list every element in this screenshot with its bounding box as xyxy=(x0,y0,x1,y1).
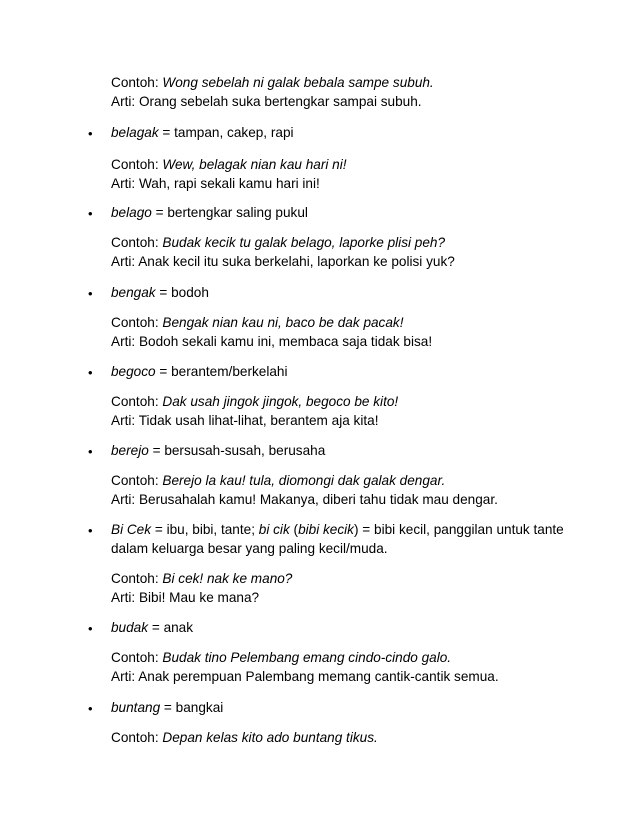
example-block xyxy=(111,155,591,193)
term-alt: bi cik xyxy=(258,522,290,537)
example-block xyxy=(111,392,591,430)
meaning-line xyxy=(111,490,591,509)
example-line xyxy=(111,648,591,667)
meaning-line xyxy=(111,411,591,430)
definition-line xyxy=(111,123,591,142)
term: belagak xyxy=(111,125,159,140)
example-block xyxy=(111,728,591,747)
meaning-text: Tidak usah lihat-lihat, berantem aja kita! xyxy=(138,413,379,428)
definition-line xyxy=(111,698,591,717)
term: budak xyxy=(111,620,149,635)
example-text: Bi cek! nak ke mano? xyxy=(162,571,293,586)
bullet: • xyxy=(88,365,93,380)
example-block xyxy=(111,569,591,607)
example-block xyxy=(111,471,591,509)
entry-belago xyxy=(111,203,591,222)
contoh-label: Contoh: xyxy=(111,394,159,409)
contoh-label: Contoh: xyxy=(111,315,159,330)
arti-label: Arti: xyxy=(111,94,136,109)
bullet: • xyxy=(88,701,93,716)
definition: bangkai xyxy=(175,700,224,715)
example-line xyxy=(111,728,591,747)
term: belago xyxy=(111,205,152,220)
arti-label: Arti: xyxy=(111,492,136,507)
example-text: Budak tino Pelembang emang cindo-cindo galo. xyxy=(162,650,452,665)
arti-label: Arti: xyxy=(111,669,136,684)
definition: tampan, cakep, rapi xyxy=(174,125,294,140)
meaning-line xyxy=(111,667,591,686)
equals-sign: = xyxy=(151,620,160,635)
definition: anak xyxy=(163,620,194,635)
meaning-text: Bodoh sekali kamu ini, membaca saja tidak bisa! xyxy=(138,334,433,349)
bullet: • xyxy=(88,444,93,459)
entry-bengak xyxy=(111,283,591,302)
definition-line xyxy=(111,283,591,302)
bullet: • xyxy=(88,206,93,221)
arti-label: Arti: xyxy=(111,334,136,349)
term: begoco xyxy=(111,364,156,379)
arti-label: Arti: xyxy=(111,176,136,191)
term: buntang xyxy=(111,700,161,715)
definition-line xyxy=(111,618,591,637)
entry-berejo xyxy=(111,441,591,460)
equals-sign: = xyxy=(362,522,371,537)
example-text: Bengak nian kau ni, baco be dak pacak! xyxy=(162,315,404,330)
entry-begoco xyxy=(111,362,591,381)
equals-sign: = xyxy=(162,125,171,140)
arti-label: Arti: xyxy=(111,590,136,605)
equals-sign: = xyxy=(159,285,168,300)
definition: bersusah-susah, berusaha xyxy=(164,443,326,458)
equals-sign: = xyxy=(163,700,172,715)
meaning-text: Bibi! Mau ke mana? xyxy=(138,590,260,605)
example-line xyxy=(111,471,591,490)
equals-sign: = xyxy=(152,443,161,458)
intro-example-block xyxy=(111,73,591,111)
arti-label: Arti: xyxy=(111,254,136,269)
meaning-text: Berusahalah kamu! Makanya, diberi tahu tidak mau dengar. xyxy=(138,492,498,507)
example-text: Budak kecik tu galak belago, laporke plisi peh? xyxy=(162,235,446,250)
meaning-line xyxy=(111,174,591,193)
example-block xyxy=(111,313,591,351)
bullet: • xyxy=(88,286,93,301)
example-block xyxy=(111,648,591,686)
example-line xyxy=(111,313,591,332)
example-block xyxy=(111,233,591,271)
example-line xyxy=(111,155,591,174)
term: berejo xyxy=(111,443,149,458)
example-line xyxy=(111,392,591,411)
meaning-text: Wah, rapi sekali kamu hari ini! xyxy=(138,176,320,191)
definition: bibi kecil, panggilan untuk tante dalam keluarga besar yang paling kecil/muda. xyxy=(111,522,564,556)
term: bengak xyxy=(111,285,156,300)
meaning-line xyxy=(111,332,591,351)
definition-prefix: ibu, bibi, tante; xyxy=(166,522,255,537)
definition: bertengkar saling pukul xyxy=(167,205,308,220)
equals-sign: = xyxy=(154,522,163,537)
example-text: Depan kelas kito ado buntang tikus. xyxy=(162,730,378,745)
equals-sign: = xyxy=(155,205,164,220)
contoh-label: Contoh: xyxy=(111,730,159,745)
entry-buntang xyxy=(111,698,591,717)
example-line xyxy=(111,569,591,588)
entry-belagak xyxy=(111,123,591,142)
example-text: Wew, belagak nian kau hari ni! xyxy=(162,157,347,172)
term: Bi Cek xyxy=(111,522,152,537)
example-line xyxy=(111,73,591,92)
meaning-text: Orang sebelah suka bertengkar sampai subuh. xyxy=(138,94,422,109)
contoh-label: Contoh: xyxy=(111,571,159,586)
bullet: • xyxy=(88,621,93,636)
contoh-label: Contoh: xyxy=(111,235,159,250)
bullet: • xyxy=(88,126,93,141)
contoh-label: Contoh: xyxy=(111,75,159,90)
definition: bodoh xyxy=(171,285,209,300)
example-text: Dak usah jingok jingok, begoco be kito! xyxy=(162,394,399,409)
example-text: Berejo la kau! tula, diomongi dak galak dengar. xyxy=(162,473,446,488)
entry-bi-cek xyxy=(111,520,581,558)
contoh-label: Contoh: xyxy=(111,157,159,172)
meaning-line xyxy=(111,252,591,271)
definition-line xyxy=(111,203,591,222)
bullet: • xyxy=(88,523,93,538)
definition-line xyxy=(111,441,591,460)
contoh-label: Contoh: xyxy=(111,473,159,488)
entry-budak xyxy=(111,618,591,637)
definition: berantem/berkelahi xyxy=(171,364,288,379)
definition-line: Bi Cek = ibu, bibi, tante; bi cik (bibi kecik) = bibi kecil, panggilan untuk tante dalam keluarga besar yang paling kecil/muda. xyxy=(111,522,564,556)
example-line xyxy=(111,233,591,252)
term-alt-full: bibi kecik xyxy=(298,522,354,537)
meaning-text: Anak perempuan Palembang memang cantik-cantik semua. xyxy=(138,669,499,684)
example-text: Wong sebelah ni galak bebala sampe subuh. xyxy=(162,75,434,90)
meaning-line xyxy=(111,588,591,607)
meaning-text: Anak kecil itu suka berkelahi, laporkan ke polisi yuk? xyxy=(138,254,455,269)
contoh-label: Contoh: xyxy=(111,650,159,665)
arti-label: Arti: xyxy=(111,413,136,428)
definition-line xyxy=(111,362,591,381)
meaning-line xyxy=(111,92,591,111)
equals-sign: = xyxy=(159,364,168,379)
